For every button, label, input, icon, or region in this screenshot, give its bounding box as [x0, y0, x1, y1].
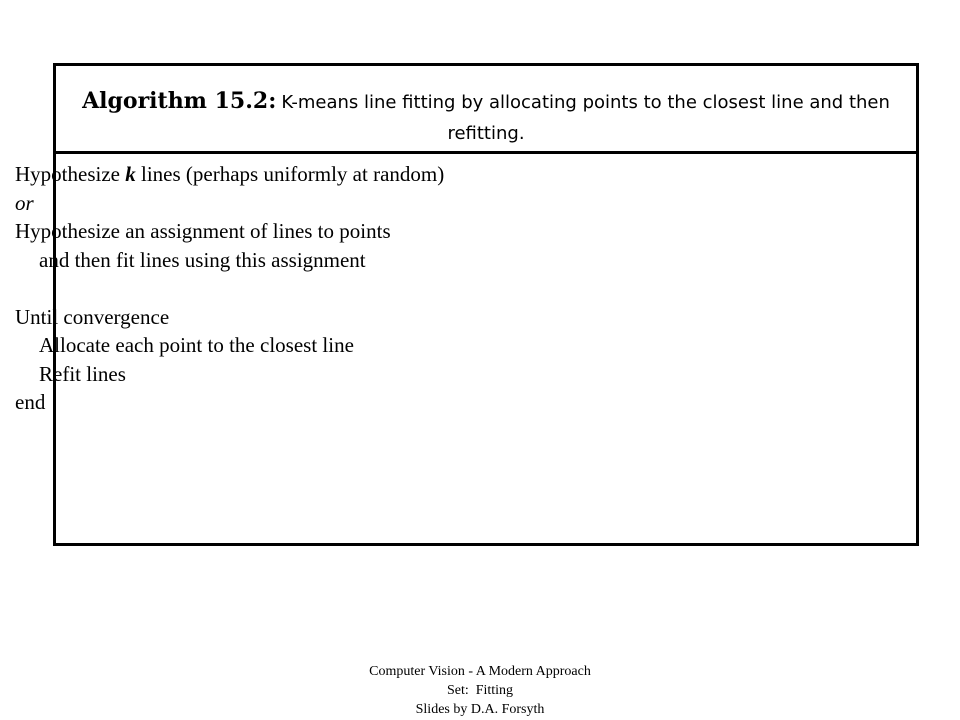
- step-or: or: [15, 190, 34, 215]
- slide-footer: [0, 662, 960, 719]
- k-variable: k: [125, 162, 136, 186]
- algorithm-steps: [15, 160, 835, 417]
- algorithm-caption: K-means line fitting by allocating points to the closest line and then refitting.: [281, 92, 890, 144]
- step-refit-lines: Refit lines: [39, 361, 126, 386]
- blank-line: [15, 274, 835, 303]
- step-hypothesize-k-lines: [15, 160, 835, 189]
- step-allocate-points: Allocate each point to the closest line: [39, 333, 354, 357]
- footer-course-title: Computer Vision - A Modern Approach: [369, 664, 591, 679]
- footer-set: Set: Fitting: [446, 683, 514, 698]
- footer-author: Slides by D.A. Forsyth: [415, 702, 545, 717]
- step-until-convergence: Until convergence: [15, 304, 170, 329]
- algorithm-header: [56, 66, 916, 154]
- algorithm-name: Algorithm 15.2:: [82, 88, 277, 114]
- step-end: end: [15, 390, 46, 414]
- step-text: lines (perhaps uniformly at random): [135, 162, 445, 186]
- step-hypothesize-assignment: Hypothesize an assignment of lines to points: [15, 219, 391, 243]
- step-fit-lines: and then fit lines using this assignment: [39, 247, 366, 272]
- step-text: Hypothesize: [15, 162, 126, 186]
